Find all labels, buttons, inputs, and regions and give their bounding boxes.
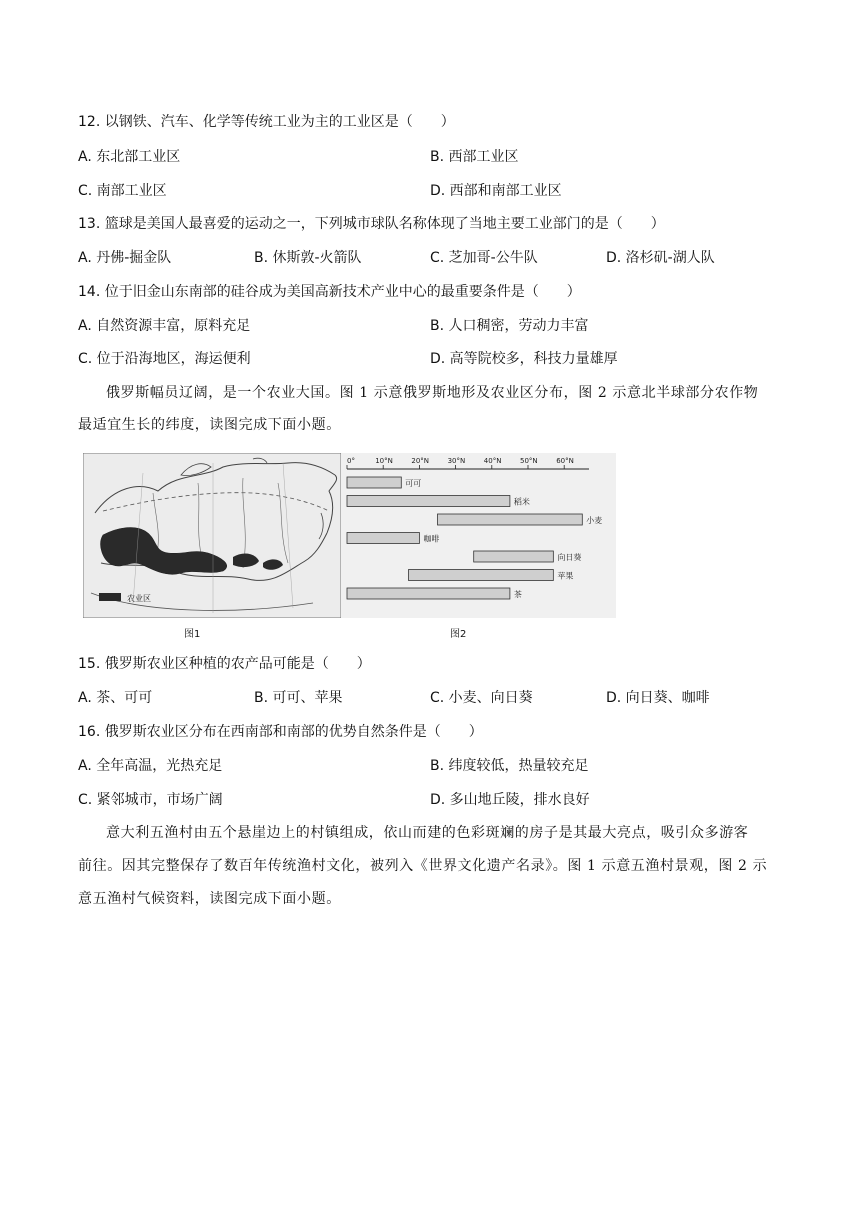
x-tick-label: 0° bbox=[347, 457, 355, 465]
q15-option-a: A. 茶、可可 bbox=[78, 690, 153, 706]
crop-bar-label: 稻米 bbox=[513, 497, 530, 507]
q16-option-b: B. 纬度较低，热量较充足 bbox=[430, 758, 589, 774]
x-tick-label: 60°N bbox=[556, 457, 574, 465]
crop-bar-label: 可可 bbox=[405, 479, 422, 488]
q15-option-d: D. 向日葵、咖啡 bbox=[606, 690, 710, 706]
passage-italy-line1: 意大利五渔村由五个悬崖边上的村镇组成，依山而建的色彩斑斓的房子是其最大亮点，吸引众多游客 bbox=[106, 825, 749, 841]
q16-option-d: D. 多山地丘陵，排水良好 bbox=[430, 792, 590, 808]
crop-chart-svg bbox=[341, 453, 616, 618]
crop-bar bbox=[347, 588, 510, 599]
crop-bar bbox=[347, 533, 419, 544]
x-tick-label: 10°N bbox=[375, 457, 393, 465]
crop-bar bbox=[347, 477, 401, 488]
q16-stem: 16. 俄罗斯农业区分布在西南部和南部的优势自然条件是（ ） bbox=[78, 724, 483, 740]
q12-stem: 12. 以钢铁、汽车、化学等传统工业为主的工业区是（ ） bbox=[78, 114, 455, 130]
q14-option-b: B. 人口稠密，劳动力丰富 bbox=[430, 318, 589, 334]
q13-option-b: B. 休斯敦-火箭队 bbox=[254, 250, 362, 266]
q13-option-d: D. 洛杉矶-湖人队 bbox=[606, 250, 715, 266]
passage-italy-line2: 前往。因其完整保存了数百年传统渔村文化，被列入《世界文化遗产名录》。图 1 示意五渔村景观，图 2 示 bbox=[78, 858, 768, 874]
q12-option-c: C. 南部工业区 bbox=[78, 183, 167, 199]
crop-bar-label: 咖啡 bbox=[423, 534, 440, 544]
q15-option-c: C. 小麦、向日葵 bbox=[430, 690, 533, 706]
passage-russia-line2: 最适宜生长的纬度，读图完成下面小题。 bbox=[78, 417, 341, 433]
crop-bar bbox=[438, 514, 583, 525]
crop-bar bbox=[409, 570, 554, 581]
q14-option-d: D. 高等院校多，科技力量雄厚 bbox=[430, 351, 618, 367]
figure2-crop-latitude-chart bbox=[341, 453, 616, 618]
crop-bar bbox=[347, 496, 510, 507]
q12-option-b: B. 西部工业区 bbox=[430, 149, 519, 165]
q14-option-c: C. 位于沿海地区，海运便利 bbox=[78, 351, 251, 367]
q12-option-d: D. 西部和南部工业区 bbox=[430, 183, 562, 199]
passage-russia-line1: 俄罗斯幅员辽阔，是一个农业大国。图 1 示意俄罗斯地形及农业区分布，图 2 示意北半球部分农作物 bbox=[106, 385, 759, 401]
crop-bar bbox=[474, 551, 554, 562]
x-tick-label: 30°N bbox=[447, 457, 466, 465]
q12-option-a: A. 东北部工业区 bbox=[78, 149, 181, 165]
q13-stem: 13. 篮球是美国人最喜爱的运动之一，下列城市球队名称体现了当地主要工业部门的是（ ） bbox=[78, 216, 665, 232]
crop-bar-label: 苹果 bbox=[557, 571, 574, 581]
q15-stem: 15. 俄罗斯农业区种植的农产品可能是（ ） bbox=[78, 656, 371, 672]
q16-option-a: A. 全年高温，光热充足 bbox=[78, 758, 223, 774]
q15-option-b: B. 可可、苹果 bbox=[254, 690, 343, 706]
legend-label: 农业区 bbox=[127, 594, 151, 603]
figure1-russia-map bbox=[83, 453, 341, 618]
q13-option-a: A. 丹佛-掘金队 bbox=[78, 250, 172, 266]
figure2-caption: 图2 bbox=[450, 629, 467, 640]
passage-italy-line3: 意五渔村气候资料，读图完成下面小题。 bbox=[78, 891, 341, 907]
x-tick-label: 20°N bbox=[411, 457, 430, 465]
crop-bar-label: 小麦 bbox=[586, 516, 603, 525]
q13-option-c: C. 芝加哥-公牛队 bbox=[430, 250, 538, 266]
figure1-caption: 图1 bbox=[184, 629, 201, 640]
x-tick-label: 50°N bbox=[520, 457, 538, 465]
q16-option-c: C. 紧邻城市，市场广阔 bbox=[78, 792, 223, 808]
q14-option-a: A. 自然资源丰富，原料充足 bbox=[78, 318, 251, 334]
x-tick-label: 40°N bbox=[483, 457, 502, 465]
crop-bar-label: 向日葵 bbox=[557, 553, 582, 562]
legend-swatch bbox=[99, 593, 121, 601]
crop-bar-label: 茶 bbox=[513, 590, 522, 599]
q14-stem: 14. 位于旧金山东南部的硅谷成为美国高新技术产业中心的最重要条件是（ ） bbox=[78, 284, 581, 300]
russia-map-svg bbox=[83, 453, 341, 618]
